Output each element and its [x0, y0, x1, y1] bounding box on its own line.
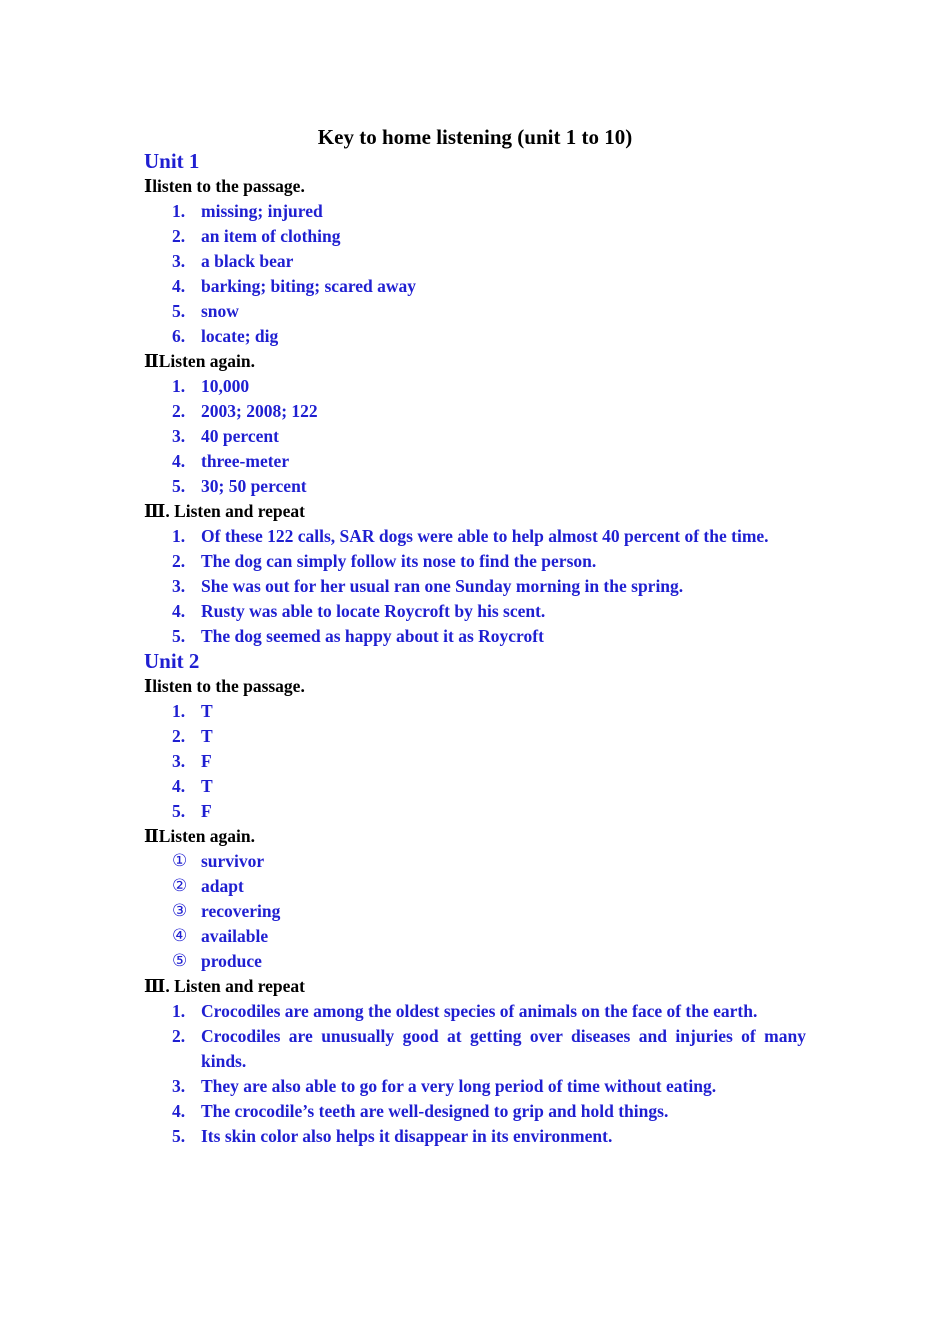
- answer-item: [144, 849, 806, 874]
- section-numeral: Ⅲ: [144, 501, 166, 521]
- section-heading: [144, 174, 806, 199]
- answer-item: [144, 374, 806, 399]
- item-marker: ③: [172, 901, 188, 921]
- answer-item: [144, 224, 806, 249]
- unit-heading: Unit 2: [144, 649, 200, 673]
- item-marker: 4.: [172, 601, 186, 621]
- unit-heading: Unit 1: [144, 149, 200, 173]
- item-marker: 6.: [172, 326, 186, 346]
- item-marker: 4.: [172, 776, 186, 796]
- item-marker: 1.: [172, 701, 186, 721]
- item-text: produce: [201, 951, 262, 971]
- item-text: locate; dig: [201, 326, 279, 346]
- item-marker: 2.: [172, 226, 186, 246]
- item-text: Its skin color also helps it disappear in its environment.: [201, 1126, 613, 1146]
- item-marker: 1.: [172, 201, 186, 221]
- item-text: Crocodiles are among the oldest species of animals on the face of the earth.: [201, 1001, 758, 1021]
- item-text: missing; injured: [201, 201, 323, 221]
- document-body: [144, 149, 806, 1149]
- item-marker: 5.: [172, 801, 186, 821]
- item-marker: 3.: [172, 426, 186, 446]
- item-text: barking; biting; scared away: [201, 276, 417, 296]
- answer-item: [144, 474, 806, 499]
- item-marker: 1.: [172, 1001, 186, 1021]
- answer-item: [144, 599, 806, 624]
- item-text: T: [201, 776, 213, 796]
- item-marker: 2.: [172, 726, 186, 746]
- answer-list: [144, 849, 806, 974]
- section-numeral: Ⅰ: [144, 176, 153, 196]
- section-heading: [144, 974, 806, 999]
- answer-list: [144, 524, 806, 649]
- answer-item: [144, 249, 806, 274]
- answer-item: [144, 549, 806, 574]
- item-text: F: [201, 751, 212, 771]
- section-label: Listen again.: [158, 351, 256, 371]
- section-numeral: Ⅱ: [144, 826, 159, 846]
- item-text: T: [201, 701, 213, 721]
- document-title: Key to home listening (unit 1 to 10): [317, 125, 633, 149]
- item-text: Of these 122 calls, SAR dogs were able to help almost 40 percent of the time.: [201, 526, 769, 546]
- answer-item: [144, 399, 806, 424]
- item-marker: 1.: [172, 526, 186, 546]
- item-marker: 3.: [172, 1076, 186, 1096]
- item-text: Crocodiles are unusually good at getting over diseases and injuries of many kinds.: [201, 1026, 806, 1071]
- item-text: The dog can simply follow its nose to find the person.: [201, 551, 597, 571]
- item-text: survivor: [201, 851, 265, 871]
- answer-list: [144, 199, 806, 349]
- item-marker: 2.: [172, 551, 186, 571]
- item-marker: 1.: [172, 376, 186, 396]
- answer-list: [144, 999, 806, 1149]
- answer-item: [144, 699, 806, 724]
- item-text: 2003; 2008; 122: [201, 401, 318, 421]
- answer-item: [144, 999, 806, 1024]
- item-marker: 2.: [172, 1026, 186, 1046]
- item-text: snow: [201, 301, 239, 321]
- answer-item: [144, 1074, 806, 1099]
- answer-list: [144, 699, 806, 824]
- item-marker: 5.: [172, 476, 186, 496]
- answer-item: [144, 774, 806, 799]
- item-marker: ②: [172, 876, 188, 896]
- answer-item: [144, 274, 806, 299]
- answer-item: [144, 799, 806, 824]
- section-heading: [144, 674, 806, 699]
- item-marker: 5.: [172, 1126, 186, 1146]
- section-numeral: Ⅱ: [144, 351, 159, 371]
- answer-item: [144, 574, 806, 599]
- answer-item: [144, 924, 806, 949]
- item-marker: 4.: [172, 1101, 186, 1121]
- item-text: a black bear: [201, 251, 294, 271]
- item-text: 30; 50 percent: [201, 476, 307, 496]
- section-numeral: Ⅰ: [144, 676, 153, 696]
- item-marker: ④: [172, 926, 188, 946]
- section-label: . Listen and repeat: [165, 976, 305, 996]
- answer-item: [144, 324, 806, 349]
- item-marker: 5.: [172, 301, 186, 321]
- item-text: T: [201, 726, 213, 746]
- answer-item: [144, 874, 806, 899]
- item-text: They are also able to go for a very long period of time without eating.: [201, 1076, 717, 1096]
- item-marker: 4.: [172, 276, 186, 296]
- item-text: an item of clothing: [201, 226, 341, 246]
- answer-item: [144, 449, 806, 474]
- answer-item: [144, 724, 806, 749]
- item-text: F: [201, 801, 212, 821]
- section-label: listen to the passage.: [152, 676, 305, 696]
- answer-item: [144, 899, 806, 924]
- answer-item: [144, 624, 806, 649]
- answer-list: [144, 374, 806, 499]
- item-marker: 3.: [172, 251, 186, 271]
- answer-item: [144, 524, 806, 549]
- answer-item: [144, 1024, 806, 1074]
- section-numeral: Ⅲ: [144, 976, 166, 996]
- answer-item: [144, 424, 806, 449]
- section-heading: [144, 824, 806, 849]
- item-text: 10,000: [201, 376, 250, 396]
- item-marker: ①: [172, 851, 188, 871]
- answer-item: [144, 199, 806, 224]
- item-text: available: [201, 926, 269, 946]
- item-marker: 3.: [172, 576, 186, 596]
- answer-item: [144, 1124, 806, 1149]
- item-text: The dog seemed as happy about it as Roycroft: [201, 626, 544, 646]
- section-label: listen to the passage.: [152, 176, 305, 196]
- item-marker: 3.: [172, 751, 186, 771]
- answer-item: [144, 749, 806, 774]
- answer-item: [144, 299, 806, 324]
- item-text: The crocodile’s teeth are well-designed to grip and hold things.: [201, 1101, 669, 1121]
- item-marker: 5.: [172, 626, 186, 646]
- item-text: recovering: [201, 901, 281, 921]
- answer-item: [144, 949, 806, 974]
- section-heading: [144, 349, 806, 374]
- item-marker: 4.: [172, 451, 186, 471]
- item-text: 40 percent: [201, 426, 279, 446]
- section-label: . Listen and repeat: [165, 501, 305, 521]
- section-heading: [144, 499, 806, 524]
- item-text: three-meter: [201, 451, 290, 471]
- item-text: Rusty was able to locate Roycroft by his scent.: [201, 601, 546, 621]
- item-marker: ⑤: [172, 951, 188, 971]
- item-text: adapt: [201, 876, 244, 896]
- answer-item: [144, 1099, 806, 1124]
- item-marker: 2.: [172, 401, 186, 421]
- item-text: She was out for her usual ran one Sunday morning in the spring.: [201, 576, 684, 596]
- section-label: Listen again.: [158, 826, 256, 846]
